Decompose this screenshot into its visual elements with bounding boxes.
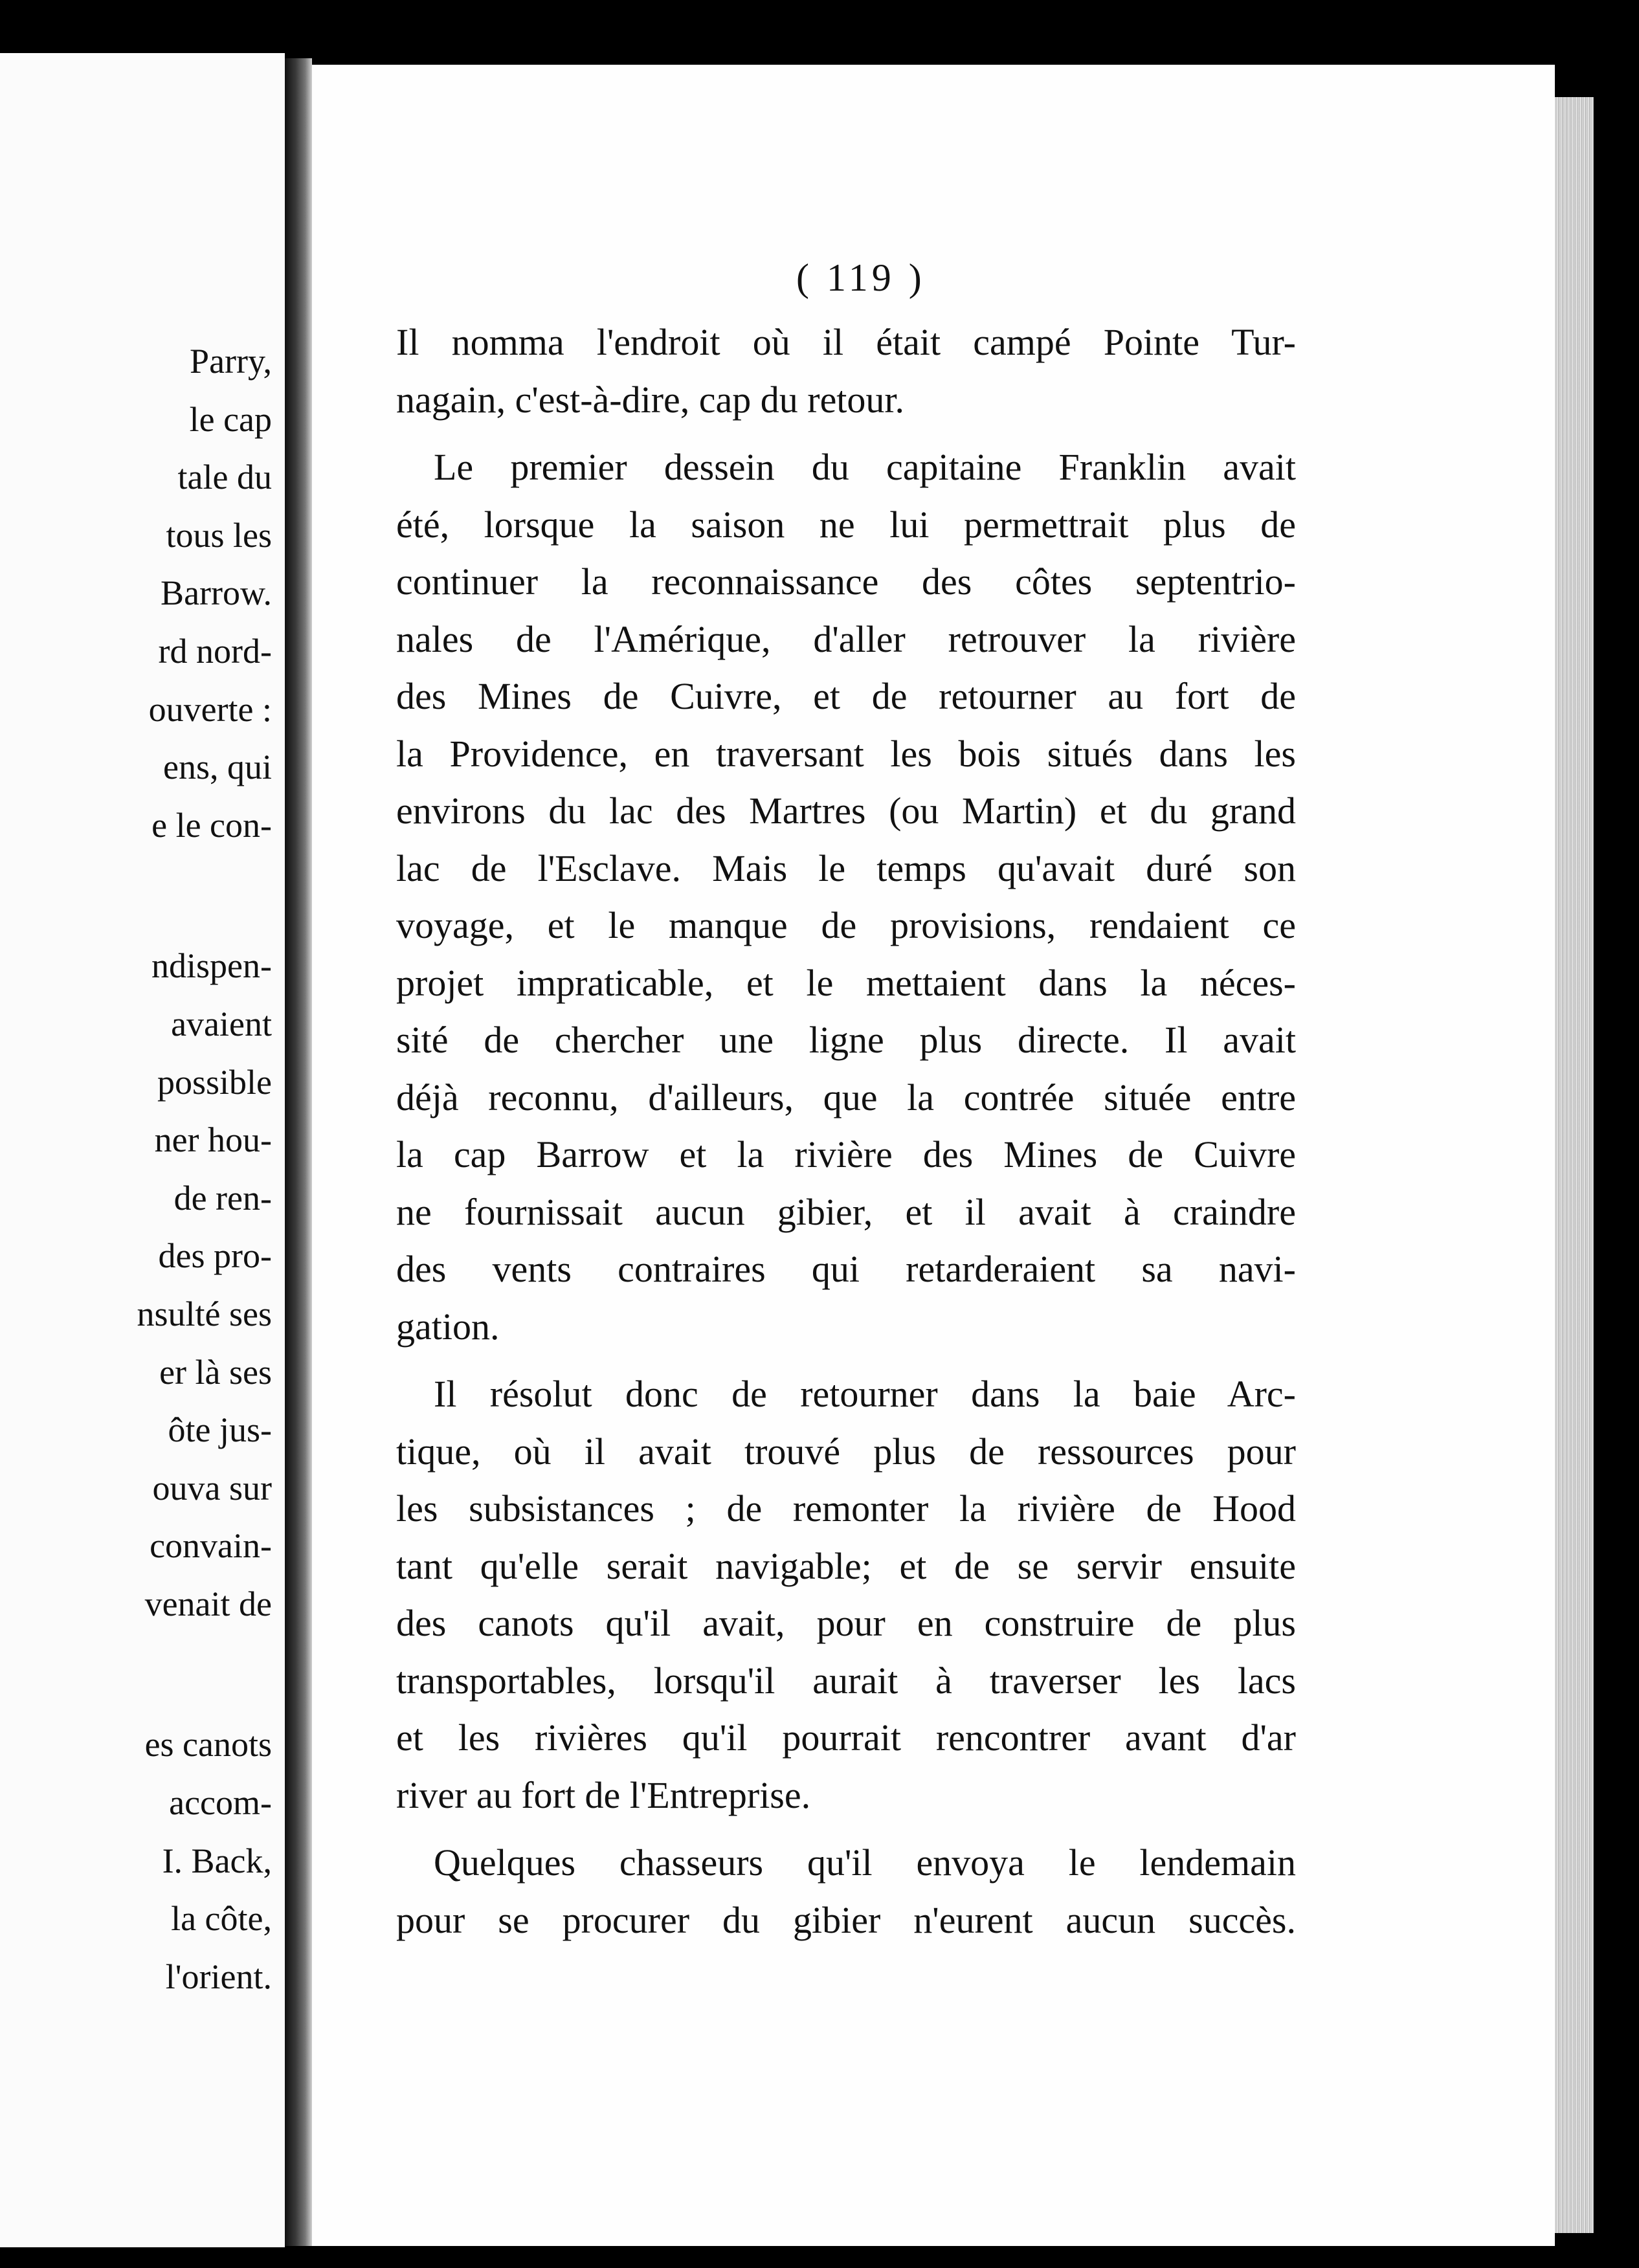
text-line: sité de chercher une ligne plus directe. Il avait [396, 1019, 1296, 1061]
left-line: accom- [169, 1783, 272, 1823]
left-line: es canots [144, 1725, 272, 1764]
text-line: pour se procurer du gibier n'eurent aucun succès. [396, 1898, 1296, 1941]
left-line: des pro- [158, 1236, 272, 1276]
left-line: rd nord- [158, 631, 272, 671]
book-gutter-shadow [285, 58, 312, 2246]
text-line: déjà reconnu, d'ailleurs, que la contrée située entre [396, 1076, 1296, 1118]
left-line: nsulté ses [137, 1294, 272, 1333]
left-line: I. Back, [162, 1841, 272, 1880]
text-line: continuer la reconnaissance des côtes septentrio- [396, 561, 1296, 603]
text-line: des Mines de Cuivre, et de retourner au fort de [396, 675, 1296, 717]
left-line: ouva sur [152, 1468, 272, 1507]
left-line: tale du [177, 458, 272, 497]
paragraph-gap [396, 1355, 1296, 1366]
text-line: nales de l'Amérique, d'aller retrouver la rivière [396, 617, 1296, 660]
left-page-fragment [0, 53, 285, 2247]
text-line: lac de l'Esclave. Mais le temps qu'avait duré son [396, 847, 1296, 889]
text-line: des canots qu'il avait, pour en construire de plus [396, 1602, 1296, 1644]
paragraph-gap [396, 1824, 1296, 1834]
page-number: ( 119 ) [796, 256, 926, 299]
left-line: Barrow. [161, 573, 272, 613]
text-line: tant qu'elle serait navigable; et de se servir ensuite [396, 1544, 1296, 1587]
text-line: Il nomma l'endroit où il était campé Pointe Tur- [396, 321, 1296, 363]
left-line: tous les [166, 515, 272, 555]
page-body-text [396, 314, 1296, 1949]
left-line: venait de [144, 1584, 272, 1623]
text-line: environs du lac des Martres (ou Martin) et du grand [396, 790, 1296, 832]
left-line: Parry, [190, 342, 272, 381]
text-line: nagain, c'est-à-dire, cap du retour. [396, 378, 905, 421]
left-line: convain- [150, 1526, 272, 1566]
left-line: la côte, [171, 1899, 272, 1939]
left-line: possible [157, 1062, 272, 1102]
text-line: gation. [396, 1305, 500, 1348]
text-line: Quelques chasseurs qu'il envoya le lendemain [434, 1841, 1296, 1884]
left-line: er là ses [159, 1352, 272, 1392]
left-page-text [137, 333, 273, 2006]
text-line: la cap Barrow et la rivière des Mines de Cuivre [396, 1133, 1296, 1175]
text-line: et les rivières qu'il pourrait rencontrer avant d'ar [396, 1717, 1296, 1759]
text-line: transportables, lorsqu'il aurait à traverser les lacs [396, 1659, 1296, 1702]
left-line: le cap [189, 399, 272, 439]
left-line: ouverte : [148, 689, 272, 729]
text-line: les subsistances ; de remonter la rivière de Hood [396, 1487, 1296, 1529]
text-line: river au fort de l'Entreprise. [396, 1773, 811, 1816]
left-line: ôte jus- [168, 1410, 272, 1450]
text-line: été, lorsque la saison ne lui permettrait plus de [396, 503, 1296, 546]
text-line: ne fournissait aucun gibier, et il avait à craindre [396, 1190, 1296, 1233]
paragraph-gap [396, 428, 1296, 439]
text-line: tique, où il avait trouvé plus de ressources pour [396, 1430, 1296, 1473]
text-line: projet impraticable, et le mettaient dans la néces- [396, 961, 1296, 1004]
text-line: Il résolut donc de retourner dans la baie Arc- [434, 1373, 1296, 1415]
left-line: de ren- [173, 1178, 272, 1217]
page-stack-edge [1555, 97, 1594, 2233]
text-line: voyage, et le manque de provisions, rendaient ce [396, 904, 1296, 946]
left-line: avaient [171, 1004, 272, 1043]
left-line: ens, qui [163, 748, 272, 787]
left-line-gap [137, 854, 273, 937]
left-line: ner hou- [154, 1120, 272, 1160]
text-line: Le premier dessein du capitaine Franklin avait [434, 446, 1296, 488]
left-line: l'orient. [165, 1957, 272, 1996]
text-line: des vents contraires qui retarderaient sa navi- [396, 1248, 1296, 1290]
text-line: la Providence, en traversant les bois situés dans les [396, 732, 1296, 775]
left-line-gap [137, 1633, 273, 1716]
left-line: ndispen- [151, 946, 272, 986]
left-line: e le con- [151, 805, 272, 845]
